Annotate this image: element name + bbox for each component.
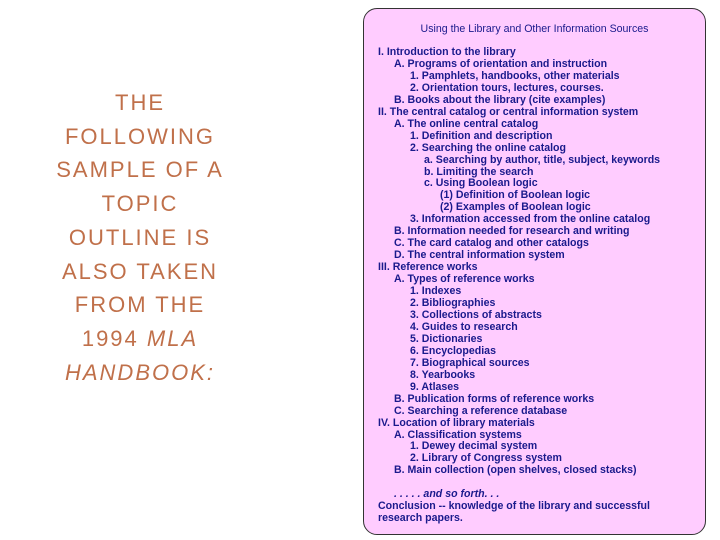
intro-line xyxy=(30,322,250,356)
outline-item: 4. Guides to research xyxy=(410,320,518,333)
outline-item: c. Using Boolean logic xyxy=(424,177,538,190)
outline-item: (1) Definition of Boolean logic xyxy=(440,189,591,202)
outline-item: 2. Orientation tours, lectures, courses. xyxy=(410,81,604,94)
intro-line: TOPIC xyxy=(101,191,179,217)
intro-line: ALSO TAKEN xyxy=(61,258,219,284)
outline-conclusion: research papers. xyxy=(378,512,463,525)
outline-item: 2. Bibliographies xyxy=(410,297,496,310)
outline-item: 6. Encyclopedias xyxy=(410,344,496,357)
outline-item: 8. Yearbooks xyxy=(410,368,476,381)
intro-mla: MLA xyxy=(146,325,199,351)
outline-item: A. Types of reference works xyxy=(394,273,535,286)
outline-conclusion: Conclusion -- knowledge of the library and successful xyxy=(378,500,650,513)
outline-item: 9. Atlases xyxy=(410,380,460,393)
intro-line: SAMPLE OF A xyxy=(56,157,224,183)
outline-items xyxy=(378,47,660,525)
intro-line: OUTLINE IS xyxy=(68,224,212,250)
outline-item: B. Main collection (open shelves, closed stacks) xyxy=(394,464,637,477)
outline-item: 7. Biographical sources xyxy=(410,356,530,369)
outline-etc: . . . . . and so forth. . . xyxy=(394,488,500,501)
outline-item: (2) Examples of Boolean logic xyxy=(440,201,591,214)
outline-item: 2. Searching the online catalog xyxy=(410,141,566,154)
outline-item: 1. Definition and description xyxy=(410,129,553,142)
outline-item: A. The online central catalog xyxy=(394,117,539,130)
intro-handbook: HANDBOOK: xyxy=(64,359,216,385)
outline-item: 5. Dictionaries xyxy=(410,332,483,345)
outline-title: Using the Library and Other Information Sources xyxy=(420,23,649,35)
outline-item: A. Classification systems xyxy=(394,428,522,441)
intro-line: THE xyxy=(115,90,165,115)
outline-item: 1. Dewey decimal system xyxy=(410,440,538,453)
outline-panel xyxy=(363,8,706,535)
outline-item: D. The central information system xyxy=(394,249,565,262)
outline-item: 1. Pamphlets, handbooks, other materials xyxy=(410,69,620,82)
outline-item: IV. Location of library materials xyxy=(378,416,535,429)
intro-line: FOLLOWING xyxy=(64,123,215,149)
outline-item: C. The card catalog and other catalogs xyxy=(394,237,589,250)
outline-item: A. Programs of orientation and instruction xyxy=(394,57,608,70)
outline-item: I. Introduction to the library xyxy=(378,46,516,58)
outline-item: 1. Indexes xyxy=(410,285,462,298)
intro-text xyxy=(30,86,250,389)
outline-item: 2. Library of Congress system xyxy=(410,452,562,465)
intro-line: FROM THE xyxy=(74,292,206,318)
outline-item: B. Publication forms of reference works xyxy=(394,392,595,405)
intro-year: 1994 xyxy=(81,325,139,351)
outline-item: II. The central catalog or central information system xyxy=(378,105,639,118)
outline-item: a. Searching by author, title, subject, keywords xyxy=(424,153,661,166)
outline-item: 3. Collections of abstracts xyxy=(410,308,542,321)
outline-item: 3. Information accessed from the online catalog xyxy=(410,213,651,226)
outline-item: B. Books about the library (cite examples) xyxy=(394,93,606,106)
outline-item: b. Limiting the search xyxy=(424,165,534,178)
outline-item: III. Reference works xyxy=(378,261,478,274)
outline-item: B. Information needed for research and writing xyxy=(394,225,630,238)
outline-item: C. Searching a reference database xyxy=(394,404,568,417)
